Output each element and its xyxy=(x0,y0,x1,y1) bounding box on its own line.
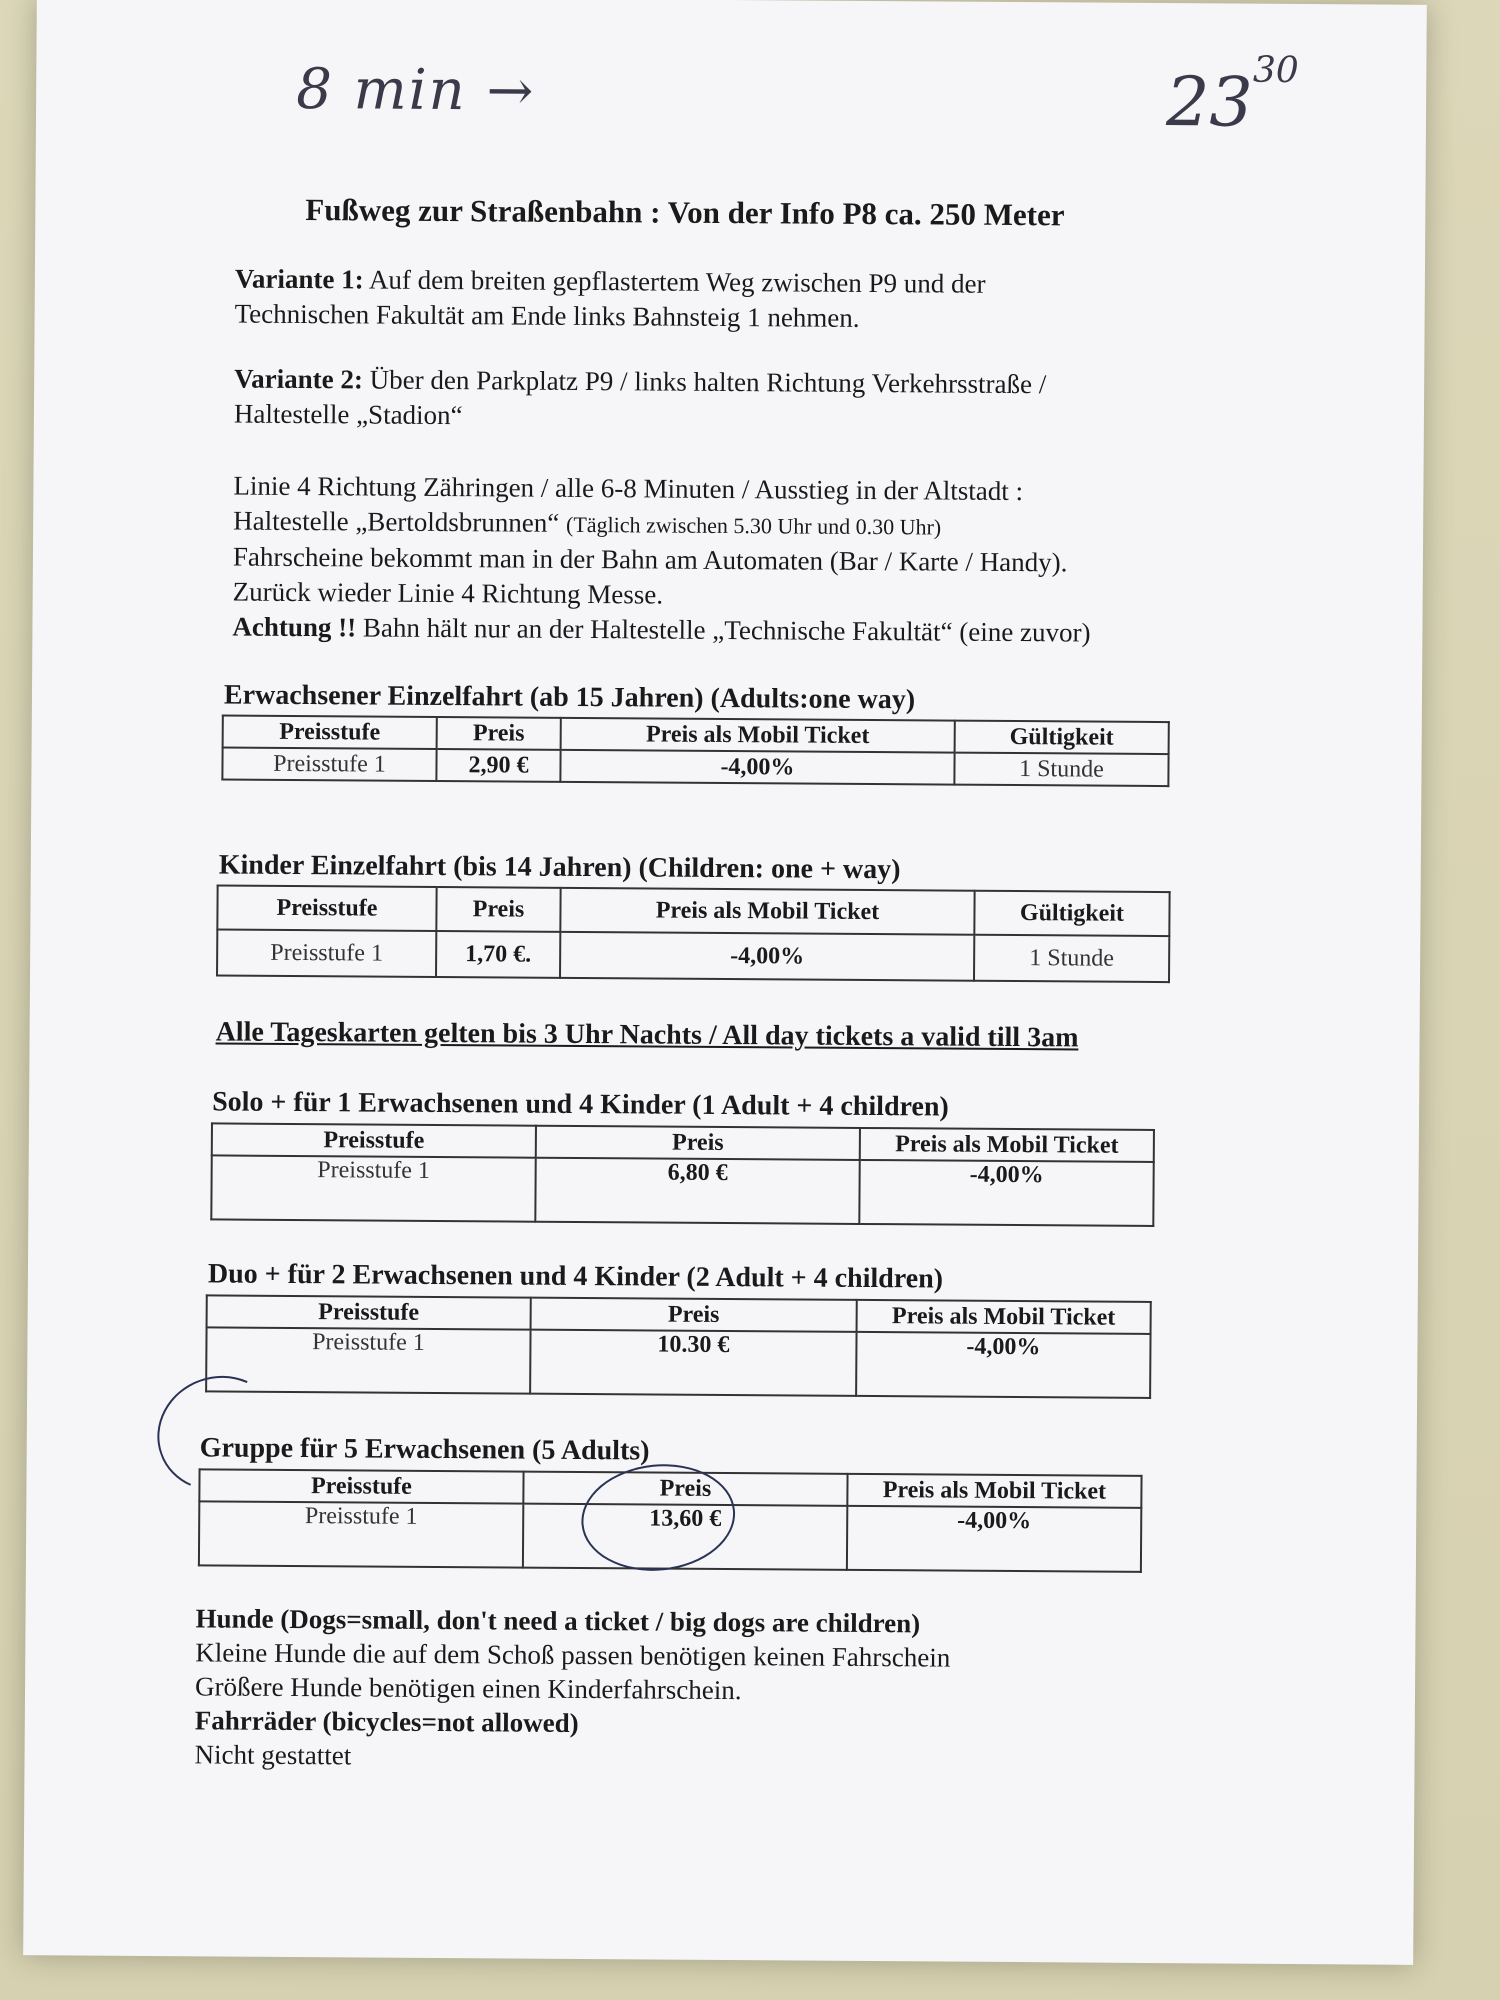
table-header: Preis xyxy=(531,1298,857,1332)
table-header: Preis als Mobil Ticket xyxy=(847,1474,1141,1508)
table-header: Preisstufe xyxy=(199,1469,523,1503)
variante-2-line1: Über den Parkplatz P9 / links halten Richtung Verkehrsstraße / xyxy=(369,364,1047,400)
variante-2-label: Variante 2: xyxy=(234,363,364,395)
table-row xyxy=(222,747,1168,786)
linie-line1: Linie 4 Richtung Zähringen / alle 6-8 Minuten / Ausstieg in der Altstadt : xyxy=(233,470,1024,507)
table-header: Preis xyxy=(523,1472,847,1506)
table-header: Preisstufe xyxy=(223,715,437,748)
table-cell: 1,70 €. xyxy=(436,931,560,978)
variante-1-line2: Technischen Fakultät am Ende links Bahnsteig 1 nehmen. xyxy=(234,298,860,333)
document-title: Fußweg zur Straßenbahn : Von der Info P8 ca. 250 Meter xyxy=(305,192,1065,233)
table-row xyxy=(211,1155,1153,1226)
handwritten-note-clock xyxy=(1165,50,1299,143)
table-cell: 2,90 € xyxy=(436,749,560,782)
table-header: Preis als Mobil Ticket xyxy=(561,718,955,753)
variante-1-label: Variante 1: xyxy=(234,263,364,295)
table-header: Preisstufe xyxy=(207,1295,531,1329)
variante-2 xyxy=(234,362,1047,438)
achtung-label: Achtung !! xyxy=(232,611,357,643)
table-cell: Preisstufe 1 xyxy=(206,1327,530,1393)
dogs-line1: Kleine Hunde die auf dem Schoß passen benötigen keinen Fahrschein xyxy=(195,1637,951,1673)
table-header: Gültigkeit xyxy=(955,721,1169,754)
achtung-text: Bahn hält nur an der Haltestelle „Technische Fakultät“ (eine zuvor) xyxy=(362,612,1091,648)
dogs-line2: Größere Hunde benötigen einen Kinderfahrschein. xyxy=(194,1671,742,1706)
variante-1 xyxy=(235,262,986,337)
table-row xyxy=(206,1327,1150,1398)
linie-line3: Fahrscheine bekommt man in der Bahn am Automaten (Bar / Karte / Handy). xyxy=(232,541,1068,578)
table-cell: 13,60 € xyxy=(523,1504,847,1570)
handwritten-hour: 23 xyxy=(1165,63,1253,143)
table-cell: Preisstufe 1 xyxy=(211,1155,535,1221)
day-ticket-note: Alle Tageskarten gelten bis 3 Uhr Nachts / All day tickets a valid till 3am xyxy=(215,1016,1079,1054)
table-cell: 6,80 € xyxy=(535,1158,859,1224)
variante-2-line2: Haltestelle „Stadion“ xyxy=(233,398,463,431)
table-header-row xyxy=(217,885,1169,936)
table-cell: Preisstufe 1 xyxy=(199,1501,523,1567)
table-row xyxy=(217,929,1169,982)
linie-hours: (Täglich zwischen 5.30 Uhr und 0.30 Uhr) xyxy=(565,511,942,540)
table-header: Preis xyxy=(536,1126,860,1160)
table-header: Preisstufe xyxy=(212,1123,536,1157)
table-cell: -4,00% xyxy=(847,1506,1141,1572)
table-header: Preis als Mobil Ticket xyxy=(857,1300,1151,1334)
solo-table-title: Solo + für 1 Erwachsenen und 4 Kinder (1 Adult + 4 children) xyxy=(212,1086,949,1123)
group-table-title: Gruppe für 5 Erwachsenen (5 Adults) xyxy=(199,1432,650,1467)
handwritten-minute: 30 xyxy=(1252,50,1299,92)
table-cell: -4,00% xyxy=(560,750,954,785)
table-cell: -4,00% xyxy=(560,932,974,981)
bikes-title: Fahrräder (bicycles=not allowed) xyxy=(194,1705,579,1738)
table-cell: -4,00% xyxy=(856,1332,1150,1398)
table-cell: Preisstufe 1 xyxy=(217,929,436,977)
table-header: Preis als Mobil Ticket xyxy=(860,1128,1154,1162)
bikes-line: Nicht gestattet xyxy=(194,1739,352,1771)
paper-sheet xyxy=(23,0,1427,1965)
duo-table-title: Duo + für 2 Erwachsenen und 4 Kinder (2 Adult + 4 children) xyxy=(207,1258,944,1295)
linie-line4: Zurück wieder Linie 4 Richtung Messe. xyxy=(232,576,664,610)
table-cell: Preisstufe 1 xyxy=(222,747,436,780)
table-cell: -4,00% xyxy=(859,1160,1153,1226)
table-header: Preis als Mobil Ticket xyxy=(560,888,974,935)
solo-price-table xyxy=(210,1122,1155,1227)
handwritten-note-time: 8 min → xyxy=(295,56,536,124)
duo-price-table xyxy=(205,1294,1152,1399)
table-header: Preisstufe xyxy=(217,885,436,931)
table-cell: 1 Stunde xyxy=(954,753,1168,786)
adult-price-table xyxy=(221,714,1169,787)
table-header: Preis xyxy=(437,717,561,750)
table-header: Gültigkeit xyxy=(974,891,1169,936)
dogs-title: Hunde (Dogs=small, don't need a ticket / big dogs are children) xyxy=(195,1603,921,1639)
table-cell: 10.30 € xyxy=(530,1330,856,1396)
footer-info xyxy=(194,1601,950,1776)
variante-1-line1: Auf dem breiten gepflastertem Weg zwischen P9 und der xyxy=(368,264,986,299)
child-price-table xyxy=(216,884,1171,983)
child-table-title: Kinder Einzelfahrt (bis 14 Jahren) (Children: one + way) xyxy=(218,849,901,886)
linie-line2: Haltestelle „Bertoldsbrunnen“ xyxy=(233,505,560,538)
adult-table-title: Erwachsener Einzelfahrt (ab 15 Jahren) (Adults:one way) xyxy=(223,679,916,716)
table-cell: 1 Stunde xyxy=(974,935,1169,982)
table-header: Preis xyxy=(436,887,560,932)
linie-info xyxy=(232,469,1091,651)
